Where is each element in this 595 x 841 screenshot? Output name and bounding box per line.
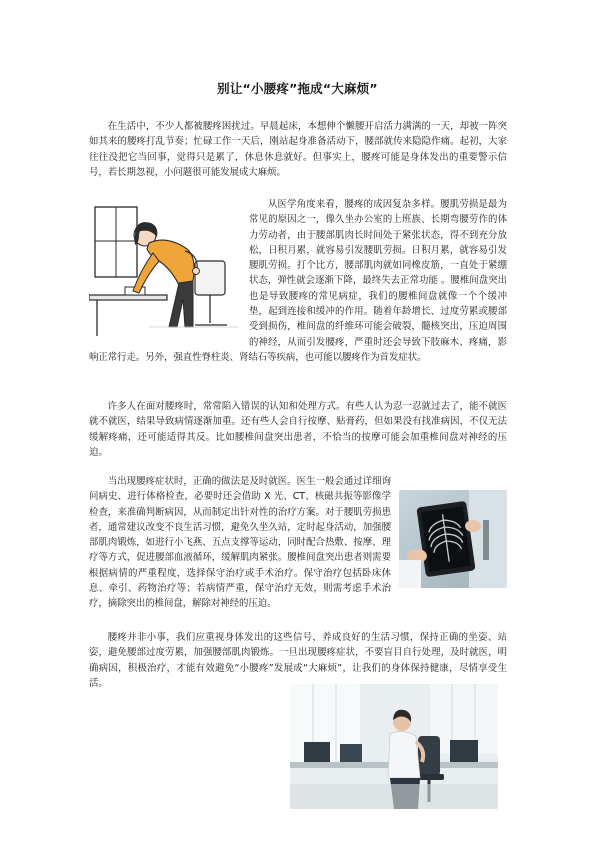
paragraph-treatment: 当出现腰疼症状时，正确的做法是及时就医。医生一般会通过详细询问病史、进行体格检查，必要时还会借助 X 光、CT、核磁共振等影像学检查，来准确判断病因，从而制定出针对性的治疗方案。对于腰肌劳损患者，通常建议改变不良生活习惯，避免久坐久站，定时起身活动，加强腰部肌肉锻炼，如进行小飞燕、五点支撑等运动，同时配合热敷、按摩、理疗等方式，促进腰部血液循环，缓解肌肉紧张。腰椎间盘突出患者则需要根据病情的严重程度，选择保守治疗或手术治疗。保守治疗包括卧床休息、牵引、药物治疗等；若病情严重，保守治疗无效，则需考虑手术治疗，摘除突出的椎间盘，解除对神经的压迫。 — [89, 476, 391, 610]
back-pain-illustration — [89, 199, 239, 336]
paragraph-intro: 在生活中，不少人都被腰疼困扰过。早晨起床，本想伸个懒腰开启活力满满的一天，却被一阵突如其来的腰疼打乱节奏；忙碌工作一天后，刚站起身准备活动下，腰部就传来隐隐作痛。起初，大家往往没把它当回事，觉得只是累了，休息休息就好。但事实上，腰疼可能是身体发出的重要警示信号，若长期忽视，小问题很可能发展成大麻烦。 — [89, 121, 507, 178]
paragraph-conclusion: 腰疼并非小事，我们应重视身体发出的这些信号，养成良好的生活习惯，保持正确的坐姿、站姿，避免腰部过度劳累，加强腰部肌肉锻炼。一旦出现腰疼症状，不要盲目自行处理，及时就医，明确病因，积极治疗，才能有效避免“小腰疼”发展成“大麻烦”，让我们的身体保持健康，尽情享受生活。 — [89, 632, 507, 689]
paragraph-causes: 从医学角度来看，腰疼的成因复杂多样。腰肌劳损是最为常见的原因之一，像久坐办公室的上班族、长期弯腰劳作的体力劳动者，由于腰部肌肉长时间处于紧张状态，得不到充分放松，日积月累，就容易引发腰肌劳损。日积月累，就容易引发腰肌劳损。打个比方，腰部肌肉就如同橡皮筋，一直处于紧绷状态，弹性就会逐渐下降，最终失去正常功能 。腰椎间盘突出也是导致腰疼的常见病症，我们的腰椎间盘就像一个个缓冲垫，起到连接和缓冲的作用。随着年龄增长、过度劳累或腰部受到损伤，椎间盘的纤维环可能会破裂，髓核突出，压迫周围的神经，从而引发腰疼，严重时还会导致下肢麻木、疼痛，影响正常行走。另外，强直性脊柱炎、肾结石等疾病，也可能以腰疼作为首发症状。 — [89, 199, 507, 363]
document-title: 别让“小腰疼”拖成“大麻烦” — [217, 81, 378, 96]
woman-back-pain-icon — [89, 199, 239, 336]
office-worker-icon — [290, 684, 498, 809]
xray-tablet-icon — [399, 490, 507, 588]
xray-photo — [399, 490, 507, 588]
paragraph-treatment-block — [89, 474, 507, 612]
office-photo — [290, 684, 498, 809]
paragraph-causes-block — [89, 197, 507, 365]
paragraph-misconceptions: 许多人在面对腰疼时，常常陷入错误的认知和处理方式。有些人认为忍一忍就过去了，能不就医就不就医，结果导致病情逐渐加重。还有些人会自行按摩、贴膏药，但如果没有找准病因，不仅无法缓解疼痛，还可能适得其反。比如腰椎间盘突出患者，不恰当的按摩可能会加重椎间盘对神经的压迫。 — [89, 401, 507, 458]
